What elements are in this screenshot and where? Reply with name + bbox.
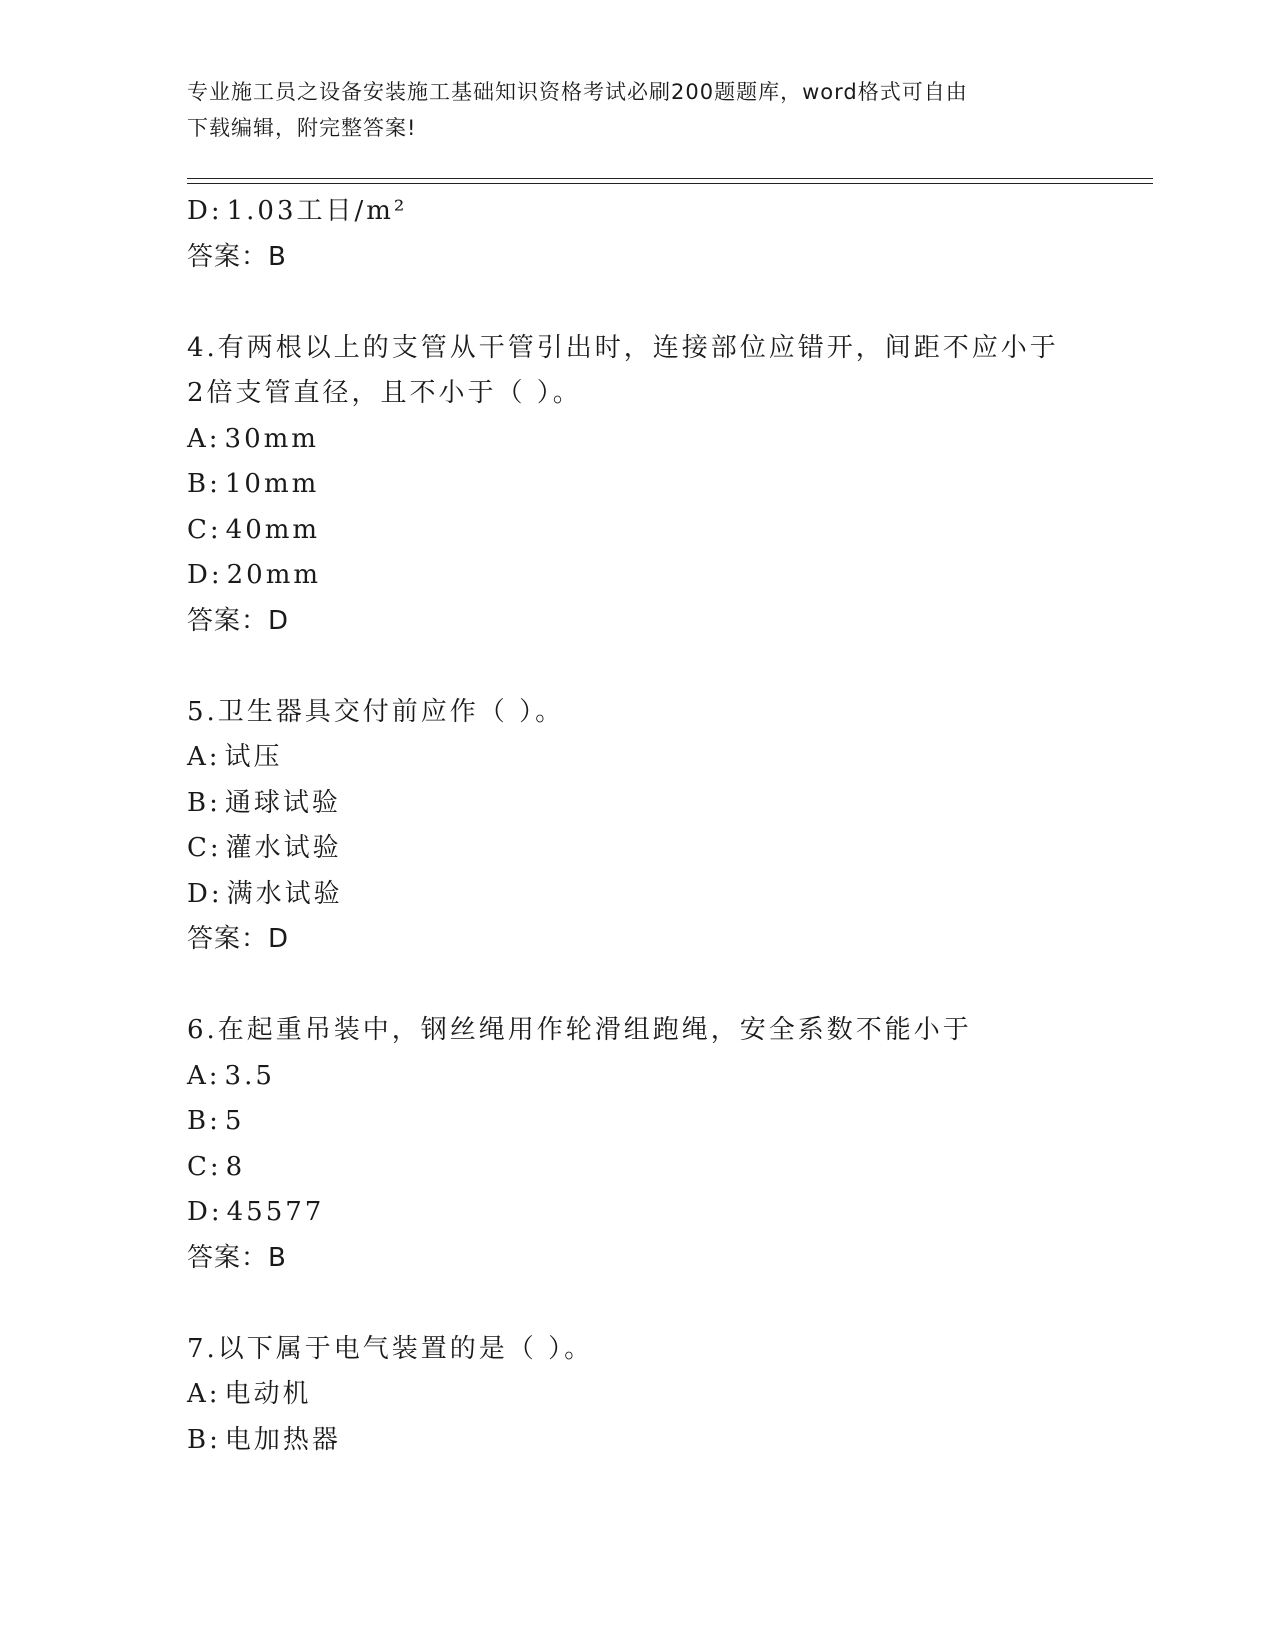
option-text: 3.5 (224, 1060, 275, 1091)
q5-answer: 答案：D (187, 924, 290, 954)
q6-option-a (187, 1054, 1153, 1100)
header-title-line-2: 下载编辑，附完整答案! (187, 116, 417, 140)
q5-option-b (187, 781, 1153, 827)
document-header (187, 74, 1067, 146)
q6-option-c (187, 1145, 1153, 1191)
option-text: 8 (225, 1151, 246, 1182)
q4-text-line-2: 2倍支管直径，且不小于（ ）。 (187, 378, 582, 408)
option-label: A: (187, 742, 221, 772)
option-label: A: (187, 423, 221, 454)
option-label: B: (187, 1424, 221, 1455)
q5-text: 5.卫生器具交付前应作（ ）。 (187, 696, 565, 727)
option-text: 20mm (226, 560, 322, 590)
option-text: 45577 (226, 1197, 325, 1227)
q4-option-d (187, 553, 1153, 599)
q5-option-c (187, 826, 1153, 872)
spacer (187, 1281, 1153, 1327)
option-label: C: (187, 514, 222, 545)
option-label: A: (187, 1379, 221, 1409)
q4-option-b (187, 462, 1153, 508)
header-divider-top (187, 178, 1153, 179)
option-text: 40mm (225, 514, 321, 545)
spacer (187, 644, 1153, 690)
spacer (187, 280, 1153, 326)
q4-option-c (187, 508, 1153, 554)
option-label: D: (187, 196, 223, 226)
header-title-line-1: 专业施工员之设备安装施工基础知识资格考试必刷200题题库，word格式可自由 (187, 80, 968, 104)
option-text: 满水试验 (226, 878, 343, 909)
option-label: C: (187, 833, 222, 863)
option-text: 电动机 (224, 1379, 312, 1409)
q6-option-b (187, 1099, 1153, 1145)
header-divider-bottom (187, 183, 1153, 184)
option-label: D: (187, 1197, 223, 1227)
option-text: 试压 (224, 742, 283, 772)
option-label: A: (187, 1060, 221, 1091)
option-label: B: (187, 787, 221, 818)
option-text: 30mm (224, 423, 319, 454)
prev-answer: 答案：B (187, 241, 287, 272)
prev-option-d (187, 189, 1153, 235)
q7-option-a (187, 1372, 1153, 1418)
q6-option-d (187, 1190, 1153, 1236)
spacer (187, 963, 1153, 1009)
option-text: 10mm (224, 469, 320, 499)
q6-answer: 答案：B (187, 1242, 287, 1273)
q4-answer: 答案：D (187, 605, 290, 636)
option-text: 1.03工日/m² (226, 196, 408, 226)
option-label: D: (187, 560, 223, 590)
q7-option-b (187, 1418, 1153, 1464)
option-label: B: (187, 469, 221, 499)
q5-option-d (187, 872, 1153, 918)
option-label: C: (187, 1151, 222, 1182)
option-label: D: (187, 878, 223, 909)
q7-text: 7.以下属于电气装置的是（ ）。 (187, 1333, 594, 1364)
option-text: 电加热器 (224, 1424, 341, 1455)
option-text: 灌水试验 (225, 833, 342, 863)
q4-text-line-1: 4.有两根以上的支管从干管引出时，连接部位应错开，间距不应小于 (187, 332, 1059, 363)
q6-text: 6.在起重吊装中，钢丝绳用作轮滑组跑绳，安全系数不能小于 (187, 1015, 972, 1045)
option-label: B: (187, 1106, 221, 1136)
option-text: 5 (224, 1106, 245, 1136)
question-list (187, 189, 1153, 1463)
q4-option-a (187, 417, 1153, 463)
q5-option-a (187, 735, 1153, 781)
option-text: 通球试验 (224, 787, 341, 818)
